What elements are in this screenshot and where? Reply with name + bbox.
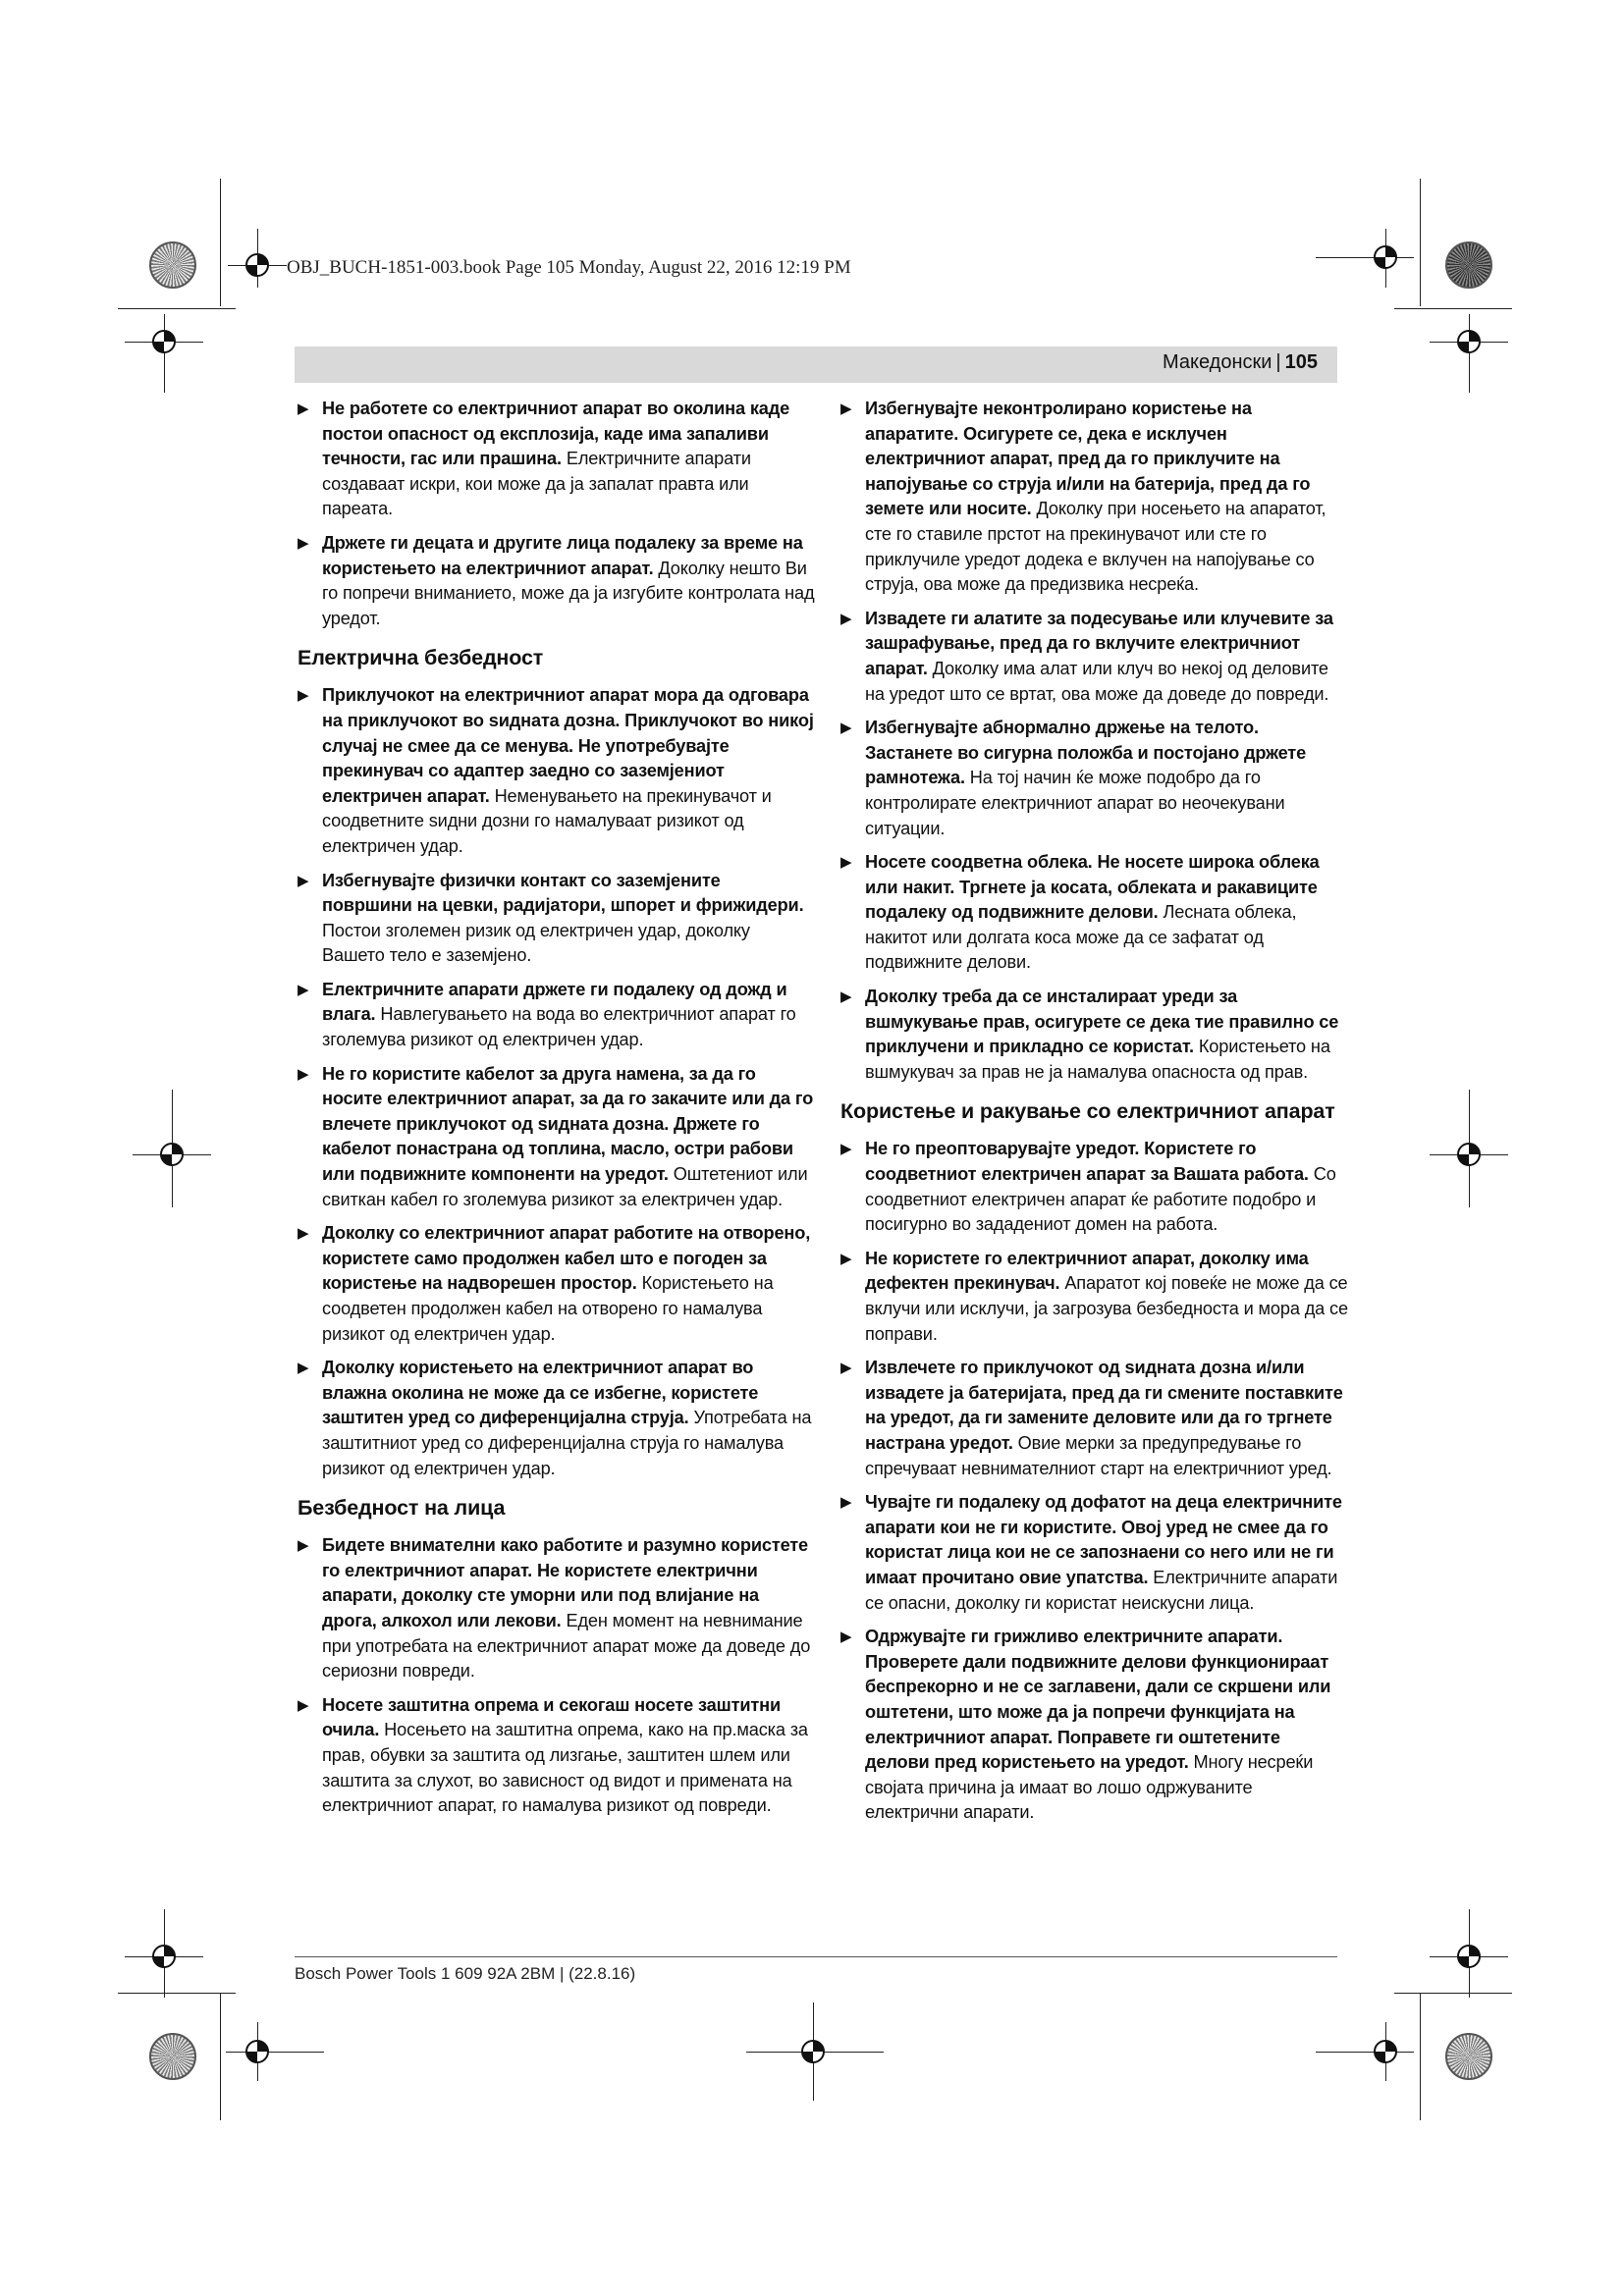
left-column	[298, 397, 815, 1828]
bullet-arrow-icon: ▶	[298, 1537, 309, 1555]
crop-line	[1394, 1993, 1512, 1994]
bullet-arrow-icon: ▶	[298, 981, 309, 998]
bullet-arrow-icon: ▶	[298, 687, 309, 705]
crop-line	[1420, 1993, 1421, 2120]
registration-target-icon	[1374, 245, 1397, 269]
list-item: ▶ Приклучокот на електричниот апарат мора да одговара на приклучокот во ѕидната дозна. Приклучокот во никој случај не смее да се менува. Не употребувајте прекинувач со адаптер заедно со заземјениот електричен апарат. Неменувањето на прекинувачот и соодветните ѕидни дозни го намалуваат ризикот од електричен удар.	[298, 685, 814, 856]
crop-line	[118, 308, 236, 309]
header-language: Македонски	[1162, 351, 1272, 373]
intro-list	[298, 397, 815, 631]
bullet-arrow-icon: ▶	[298, 1696, 309, 1714]
bullet-arrow-icon: ▶	[840, 1494, 852, 1512]
bullet-arrow-icon: ▶	[298, 1065, 309, 1083]
list-item: ▶ Избегнувајте абнормално држење на телото. Застанете во сигурна положба и постојано држете рамнотежа. На тој начин ќе може подобро да го контролирате електричниот апарат во неочекувани ситуации.	[840, 718, 1307, 838]
bullet-arrow-icon: ▶	[840, 1250, 852, 1267]
crop-line	[1316, 2052, 1414, 2053]
list-item: ▶ Бидете внимателни како работите и разумно користете го електричниот апарат. Не користете електрични апарати, доколку сте уморни или под влијание на дрога, алкохол или лекови. Еден момент на невнимание при употребата на електричниот апарат може да доведе до сериозни повреди.	[298, 1535, 811, 1682]
intro-list-continued	[840, 397, 1349, 1085]
section-title: Безбедност на лица	[298, 1496, 506, 1521]
bullet-arrow-icon: ▶	[840, 988, 852, 1006]
registration-target-icon	[152, 330, 176, 353]
crop-line	[118, 1993, 236, 1994]
bullet-arrow-icon: ▶	[298, 1225, 309, 1243]
crop-line	[220, 1993, 221, 2120]
tool-use-list	[840, 1137, 1349, 1825]
section-title: Електрична безбедност	[298, 646, 544, 670]
list-item: ▶ Извадете ги алатите за подесување или клучевите за зашрафување, пред да го вклучите електричниот апарат. Доколку има алат или клуч во некој од деловите на уредот што се вртат, ова може да доведе до повреди.	[840, 608, 1333, 704]
list-item: ▶ Одржувајте ги грижливо електричните апарати. Проверете дали подвижните делови функционираат беспрекорно и не се заглавени, дали се скршени или оштетени, што може да ја попречи функцијата на електричниот апарат. Поправете ги оштетените делови пред користењето на уредот. Многу несреќи својата причина ја имаат во лошо одржуваните електрични апарати.	[840, 1627, 1331, 1823]
page-footer: Bosch Power Tools 1 609 92A 2BM | (22.8.16)	[295, 1964, 636, 1983]
list-item: ▶ Држете ги децата и другите лица подалеку за време на користењето на електричниот апарат. Доколку нешто Ви го попречи вниманието, може да ја изгубите контролата над уредот.	[298, 532, 815, 628]
list-item: ▶ Не го користите кабелот за друга намена, за да го носите електричниот апарат, за да го закачите или да го влечете приклучокот од ѕидната дозна. Држете го кабелот понастрана од топлина, масло, остри рабови или подвижните компоненти на уредот. Оштетениот или свиткан кабел го зголемува ризикот за електричен удар.	[298, 1063, 814, 1209]
list-item: ▶ Извлечете го приклучокот од ѕидната дозна и/или извадете ја батеријата, пред да ги смените поставките на уредот, да ги замените деловите или да го тргнете настрана уредот. Овие мерки за предупредување го спречуваат невнимателниот старт на електричниот уред.	[840, 1358, 1343, 1478]
list-item: ▶ Носете заштитна опрема и секогаш носете заштитни очила. Носењето на заштитна опрема, како на пр.маска за прав, обувки за заштита од лизгање, заштитен шлем или заштита за слухот, во зависност од видот и примената на електричниот апарат, го намалува ризикот од повреди.	[298, 1694, 808, 1816]
crop-line	[226, 2052, 324, 2053]
footer-divider	[295, 1956, 1337, 1957]
color-wheel-mark	[149, 241, 196, 289]
registration-target-icon	[245, 2040, 269, 2063]
right-column	[840, 397, 1349, 1835]
page-number: 105	[1284, 351, 1318, 373]
section-title: Користење и ракување со електричниот апарат	[840, 1099, 1335, 1124]
list-item: ▶ Не користете го електричниот апарат, доколку има дефектен прекинувач. Апаратот кој повеќе не може да се вклучи или исклучи, ја загрозува безбедноста и мора да се поправи.	[840, 1248, 1348, 1344]
list-item: ▶ Доколку користењето на електричниот апарат во влажна околина не може да се избегне, користете заштитен уред со диференцијална струја. Употребата на заштитниот уред со диференцијална струја го намалува ризикот од електричен удар.	[298, 1358, 812, 1478]
bullet-arrow-icon: ▶	[298, 872, 309, 889]
list-item: ▶ Не работете со електричниот апарат во околина каде постои опасност од експлозија, каде има запаливи течности, гас или прашина. Електричните апарати создаваат искри, кои може да ја запалат правта или пареата.	[298, 399, 790, 519]
registration-target-icon	[1457, 330, 1481, 353]
list-item: ▶ Доколку треба да се инсталираат уреди за вшмукување прав, осигурете се дека тие правилно се приклучени и прикладно се користат. Користењето на вшмукувач за прав не ја намалува опасноста од прав.	[840, 987, 1339, 1082]
file-info: OBJ_BUCH-1851-003.book Page 105 Monday, August 22, 2016 12:19 PM	[287, 257, 851, 278]
header-separator: |	[1275, 351, 1281, 373]
bullet-arrow-icon: ▶	[840, 1629, 852, 1646]
registration-target-icon	[1457, 1143, 1481, 1166]
bullet-arrow-icon: ▶	[840, 720, 852, 737]
crop-line	[1394, 308, 1512, 309]
crop-line	[1316, 257, 1414, 258]
header-text	[1163, 351, 1318, 374]
bullet-arrow-icon: ▶	[298, 400, 309, 417]
registration-target-icon	[801, 2040, 825, 2063]
list-item: ▶ Доколку со електричниот апарат работите на отворено, користете само продолжен кабел што е погоден за користење на надворешен простор. Користењето на соодветен продолжен кабел на отворено го намалува ризикот од електричен удар.	[298, 1223, 811, 1344]
list-item: ▶ Избегнувајте неконтролирано користење на апаратите. Осигурете се, дека е исклучен електричниот апарат, пред да го приклучите на напојување со струја и/или на батерија, пред да го земете или носите. Доколку при носењето на апаратот, сте го ставиле прстот на прекинувачот или сте го приклучиле уредот додека е вклучен на напојување со струја, ова може да предизвика несреќа.	[840, 399, 1326, 595]
registration-target-icon	[1374, 2040, 1397, 2063]
list-item: ▶ Не го преоптоварувајте уредот. Користете го соодветниот електричен апарат за Вашата работа. Со соодветниот електричен апарат ќе работите подобро и посигурно во зададениот домен на работа.	[840, 1139, 1336, 1235]
color-wheel-mark	[1445, 2033, 1492, 2080]
list-item: ▶ Избегнувајте физички контакт со заземјените површини на цевки, радијатори, шпорет и фрижидери. Постои зголемен ризик од електричен удар, доколку Вашето тело е заземјено.	[298, 870, 804, 966]
registration-target-icon	[245, 253, 269, 277]
bullet-arrow-icon: ▶	[840, 854, 852, 872]
bullet-arrow-icon: ▶	[840, 610, 852, 627]
color-wheel-mark	[1445, 241, 1492, 289]
registration-target-icon	[152, 1945, 176, 1968]
crop-line	[220, 179, 221, 306]
bullet-arrow-icon: ▶	[840, 1360, 852, 1377]
list-item: ▶ Чувајте ги подалеку од дофатот на деца електричните апарати кои не ги користите. Овој уред не смее да го користат лица кои не се запознаени со него или не ги имаат прочитано овие упатства. Електричните апарати се опасни, доколку ги користат неискусни лица.	[840, 1492, 1342, 1613]
registration-target-icon	[160, 1143, 184, 1166]
page-header	[295, 347, 1337, 383]
list-item: ▶ Носете соодветна облека. Не носете широка облека или накит. Тргнете ја косата, облеката и ракавиците подалеку од подвижните делови. Лесната облека, накитот или долгата коса може да се зафатат од подвижните делови.	[840, 852, 1320, 973]
electrical-safety-list	[298, 683, 815, 1481]
crop-line	[1469, 314, 1470, 393]
bullet-arrow-icon: ▶	[840, 400, 852, 417]
crop-line	[164, 314, 165, 393]
crop-line	[1420, 179, 1421, 306]
personal-safety-list	[298, 1533, 815, 1819]
bullet-arrow-icon: ▶	[298, 534, 309, 552]
bullet-arrow-icon: ▶	[298, 1360, 309, 1377]
color-wheel-mark	[149, 2033, 196, 2080]
list-item: ▶ Електричните апарати држете ги подалеку од дожд и влага. Навлегувањето на вода во електричниот апарат го зголемува ризикот од електричен удар.	[298, 979, 796, 1050]
registration-target-icon	[1457, 1945, 1481, 1968]
bullet-arrow-icon: ▶	[840, 1141, 852, 1158]
